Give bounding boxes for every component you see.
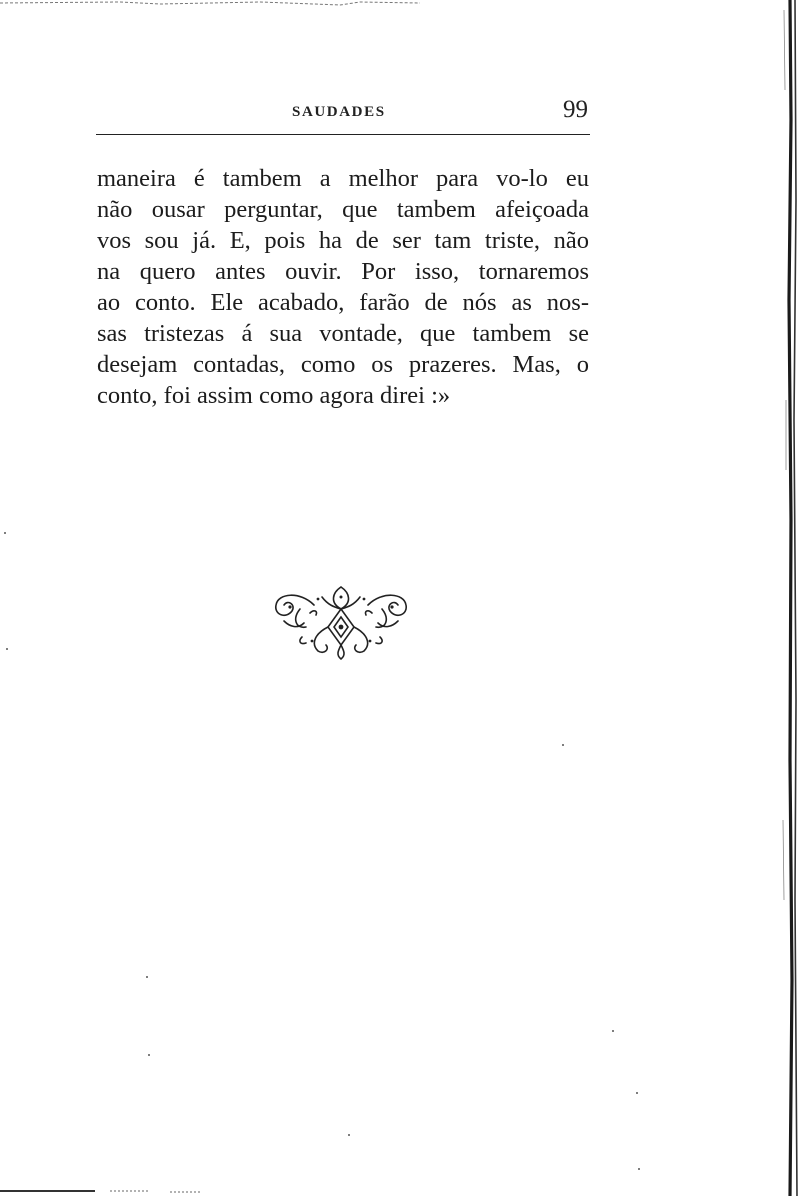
- text-line: conto, foi assim como agora direi :»: [97, 382, 451, 409]
- scan-speck: [638, 1168, 640, 1170]
- text-line: ao conto. Ele acabado, farão de nós as nos-: [97, 289, 589, 316]
- text-line: na quero antes ouvir. Por isso, tornaremos: [97, 258, 589, 285]
- header-rule: [96, 134, 590, 135]
- scan-speck: [562, 744, 564, 746]
- scan-bottom-edge: [0, 1186, 800, 1196]
- scan-speck: [636, 1092, 638, 1094]
- scan-speck: [6, 648, 8, 650]
- page-number: 99: [563, 96, 588, 123]
- running-title: SAUDADES: [292, 104, 386, 120]
- scan-speck: [4, 532, 6, 534]
- scan-speck: [348, 1134, 350, 1136]
- floral-tailpiece-ornament-icon: [270, 583, 412, 661]
- scan-speck: [146, 976, 148, 978]
- scan-speck: [148, 1054, 150, 1056]
- text-line: desejam contadas, como os prazeres. Mas, o: [97, 351, 589, 378]
- body-paragraph: [97, 163, 589, 411]
- text-line: não ousar perguntar, que tambem afeiçoada: [97, 196, 589, 223]
- scan-speck: [612, 1030, 614, 1032]
- text-line: vos sou já. E, pois ha de ser tam triste, não: [97, 227, 589, 254]
- scan-top-edge: [0, 0, 800, 8]
- text-line: maneira é tambem a melhor para vo-lo eu: [97, 165, 589, 192]
- running-head: [96, 96, 590, 130]
- scan-spine-shadow: [764, 0, 800, 1196]
- text-line: sas tristezas á sua vontade, que tambem se: [97, 320, 589, 347]
